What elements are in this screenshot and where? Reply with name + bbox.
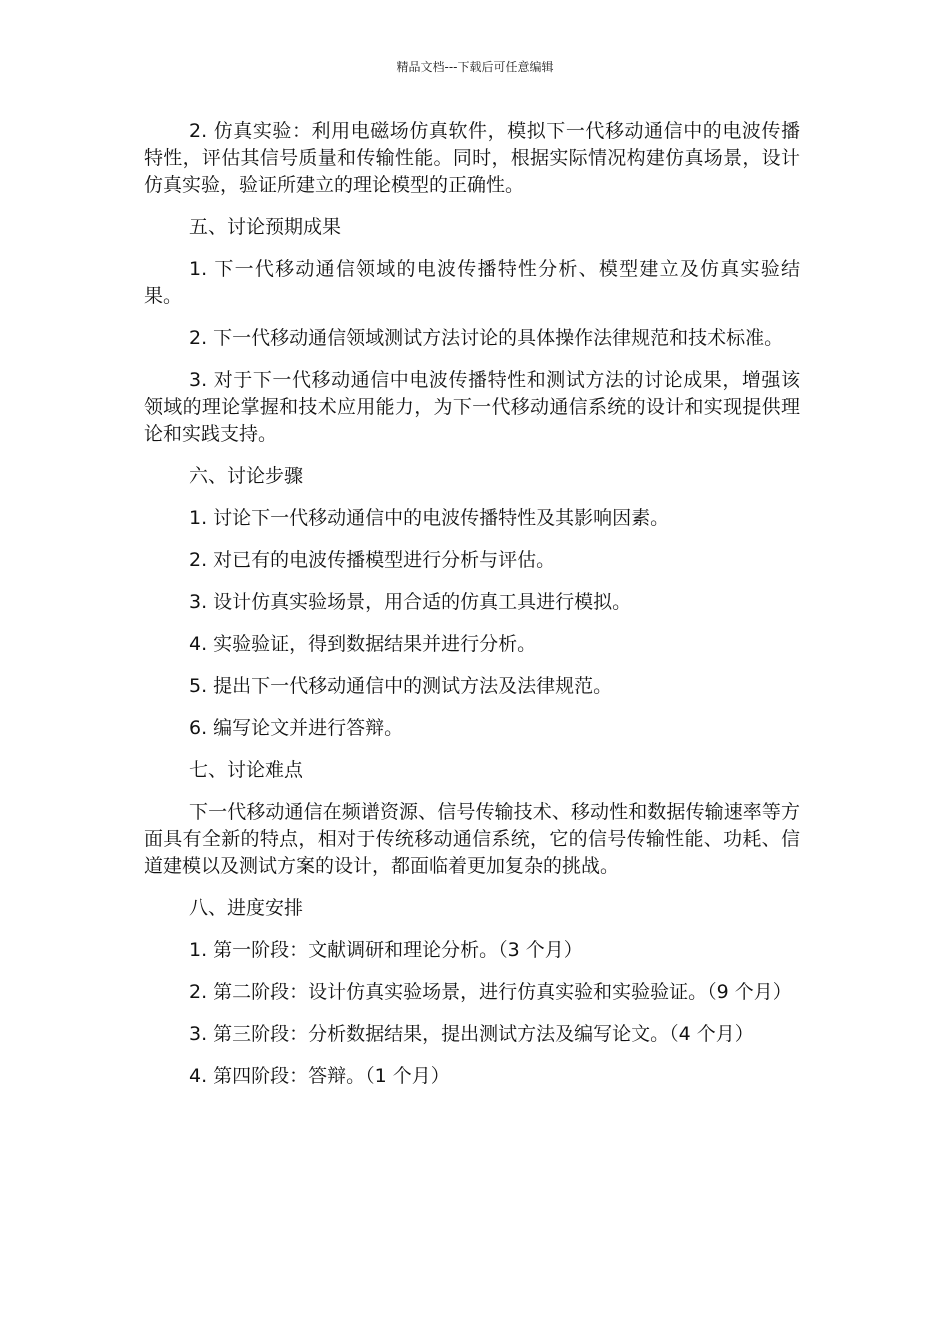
list-item: 2. 下一代移动通信领域测试方法讨论的具体操作法律规范和技术标准。 — [189, 327, 784, 349]
paragraph-simulation-experiment: 2. 仿真实验：利用电磁场仿真软件，模拟下一代移动通信中的电波传播特性，评估其信号质量和传输性能。同时，根据实际情况构建仿真场景，设计仿真实验，验证所建立的理论模型的正确性。 — [144, 120, 800, 196]
list-item: 2. 第二阶段：设计仿真实验场景，进行仿真实验和实验验证。（9 个月） — [189, 981, 792, 1003]
paragraph-difficulties: 下一代移动通信在频谱资源、信号传输技术、移动性和数据传输速率等方面具有全新的特点，相对于传统移动通信系统，它的信号传输性能、功耗、信道建模以及测试方案的设计，都面临着更加复杂的挑战。 — [144, 801, 800, 877]
section-heading-difficulties: 七、讨论难点 — [189, 759, 304, 781]
page-header: 精品文档---下载后可任意编辑 — [396, 60, 554, 74]
list-item: 1. 下一代移动通信领域的电波传播特性分析、模型建立及仿真实验结果。 — [144, 258, 800, 307]
list-item: 1. 第一阶段：文献调研和理论分析。（3 个月） — [189, 939, 583, 961]
section-heading-schedule: 八、进度安排 — [189, 897, 304, 919]
list-item: 5. 提出下一代移动通信中的测试方法及法律规范。 — [189, 675, 613, 697]
section-heading-steps: 六、讨论步骤 — [189, 465, 304, 487]
section-heading-expected-results: 五、讨论预期成果 — [189, 216, 342, 238]
list-item: 6. 编写论文并进行答辩。 — [189, 717, 404, 739]
list-item: 2. 对已有的电波传播模型进行分析与评估。 — [189, 549, 556, 571]
list-item: 4. 第四阶段：答辩。（1 个月） — [189, 1065, 450, 1087]
list-item: 1. 讨论下一代移动通信中的电波传播特性及其影响因素。 — [189, 507, 670, 529]
list-item: 3. 设计仿真实验场景，用合适的仿真工具进行模拟。 — [189, 591, 632, 613]
list-item: 4. 实验验证，得到数据结果并进行分析。 — [189, 633, 537, 655]
list-item: 3. 第三阶段：分析数据结果，提出测试方法及编写论文。（4 个月） — [189, 1023, 754, 1045]
document-body — [144, 118, 800, 1105]
list-item: 3. 对于下一代移动通信中电波传播特性和测试方法的讨论成果，增强该领域的理论掌握和技术应用能力，为下一代移动通信系统的设计和实现提供理论和实践支持。 — [144, 369, 800, 445]
